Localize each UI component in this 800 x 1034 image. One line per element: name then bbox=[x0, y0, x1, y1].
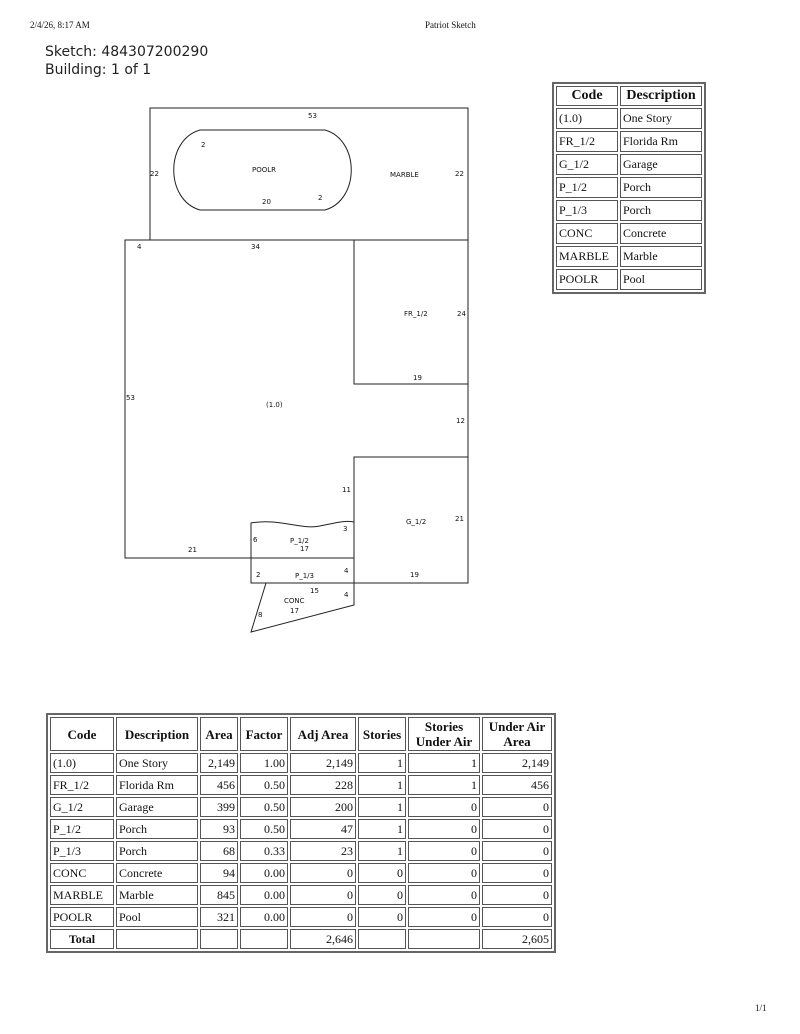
dimension-label: 24 bbox=[457, 310, 466, 318]
cell-empty bbox=[116, 929, 198, 949]
cell-adj-area: 47 bbox=[290, 819, 356, 839]
cell-under-air-area: 2,149 bbox=[482, 753, 552, 773]
cell-stories-under-air: 0 bbox=[408, 819, 480, 839]
pool-label: POOLR bbox=[252, 166, 277, 174]
legend-row bbox=[556, 177, 702, 198]
cell-adj-area: 23 bbox=[290, 841, 356, 861]
dimension-label: 6 bbox=[253, 536, 258, 544]
cell-area: 845 bbox=[200, 885, 238, 905]
dimension-label: 53 bbox=[308, 112, 317, 120]
cell-description: Porch bbox=[116, 841, 198, 861]
cell-factor: 1.00 bbox=[240, 753, 288, 773]
garage-label: G_1/2 bbox=[406, 518, 427, 526]
cell-stories-under-air: 1 bbox=[408, 775, 480, 795]
legend-header-row bbox=[556, 86, 702, 106]
legend-row bbox=[556, 246, 702, 267]
cell-code: CONC bbox=[50, 863, 114, 883]
cell-code: MARBLE bbox=[50, 885, 114, 905]
porch-half-label: P_1/2 bbox=[290, 537, 309, 545]
dimension-label: 12 bbox=[456, 417, 465, 425]
cell-under-air-area: 0 bbox=[482, 841, 552, 861]
cell-under-air-area: 0 bbox=[482, 863, 552, 883]
cell-code: P_1/2 bbox=[50, 819, 114, 839]
porch-third-label: P_1/3 bbox=[295, 572, 314, 580]
concrete-outline bbox=[251, 583, 354, 632]
cell-code: POOLR bbox=[50, 907, 114, 927]
dimension-label: 15 bbox=[310, 587, 319, 595]
page-number: 1/1 bbox=[755, 1003, 767, 1013]
dimension-label: 4 bbox=[344, 591, 349, 599]
summary-total-row bbox=[50, 929, 552, 949]
cell-stories: 1 bbox=[358, 841, 406, 861]
legend-description: Garage bbox=[620, 154, 702, 175]
cell-adj-area: 2,149 bbox=[290, 753, 356, 773]
cell-area: 2,149 bbox=[200, 753, 238, 773]
cell-code: G_1/2 bbox=[50, 797, 114, 817]
cell-stories: 1 bbox=[358, 797, 406, 817]
summary-row bbox=[50, 841, 552, 861]
legend-description: Pool bbox=[620, 269, 702, 290]
cell-empty bbox=[358, 929, 406, 949]
cell-description: Porch bbox=[116, 819, 198, 839]
legend-code: P_1/2 bbox=[556, 177, 618, 198]
cell-factor: 0.00 bbox=[240, 863, 288, 883]
header-adj-area: Adj Area bbox=[290, 717, 356, 751]
legend-code: (1.0) bbox=[556, 108, 618, 129]
dimension-label: 20 bbox=[262, 198, 271, 206]
total-adj-area: 2,646 bbox=[290, 929, 356, 949]
legend-header-code: Code bbox=[556, 86, 618, 106]
cell-stories-under-air: 0 bbox=[408, 885, 480, 905]
cell-adj-area: 0 bbox=[290, 863, 356, 883]
cell-factor: 0.33 bbox=[240, 841, 288, 861]
cell-stories-under-air: 0 bbox=[408, 841, 480, 861]
florida-room-label: FR_1/2 bbox=[404, 310, 428, 318]
cell-description: Concrete bbox=[116, 863, 198, 883]
cell-area: 399 bbox=[200, 797, 238, 817]
dimension-label: 3 bbox=[343, 525, 348, 533]
cell-factor: 0.50 bbox=[240, 819, 288, 839]
cell-empty bbox=[408, 929, 480, 949]
summary-row bbox=[50, 907, 552, 927]
cell-code: P_1/3 bbox=[50, 841, 114, 861]
legend-row bbox=[556, 154, 702, 175]
dimension-label: 4 bbox=[344, 567, 349, 575]
header-description: Description bbox=[116, 717, 198, 751]
cell-stories-under-air: 0 bbox=[408, 797, 480, 817]
dimension-label: 53 bbox=[126, 394, 135, 402]
legend-description: Florida Rm bbox=[620, 131, 702, 152]
dimension-label: 11 bbox=[342, 486, 351, 494]
legend-description: Concrete bbox=[620, 223, 702, 244]
legend-row bbox=[556, 269, 702, 290]
legend-code: POOLR bbox=[556, 269, 618, 290]
cell-factor: 0.50 bbox=[240, 797, 288, 817]
dimension-label: 22 bbox=[150, 170, 159, 178]
one-story-outline bbox=[125, 240, 468, 558]
marble-label: MARBLE bbox=[390, 171, 419, 179]
dimension-label: 8 bbox=[258, 611, 263, 619]
legend-row bbox=[556, 223, 702, 244]
legend-code: CONC bbox=[556, 223, 618, 244]
cell-under-air-area: 0 bbox=[482, 819, 552, 839]
legend-description: Porch bbox=[620, 177, 702, 198]
code-legend-table bbox=[552, 82, 706, 294]
dimension-label: 34 bbox=[251, 243, 260, 251]
dimension-label: 19 bbox=[413, 374, 422, 382]
cell-description: Pool bbox=[116, 907, 198, 927]
cell-factor: 0.50 bbox=[240, 775, 288, 795]
summary-row bbox=[50, 885, 552, 905]
cell-stories: 1 bbox=[358, 775, 406, 795]
cell-description: Florida Rm bbox=[116, 775, 198, 795]
summary-row bbox=[50, 753, 552, 773]
dimension-label: 21 bbox=[188, 546, 197, 554]
legend-description: Marble bbox=[620, 246, 702, 267]
cell-adj-area: 0 bbox=[290, 907, 356, 927]
cell-area: 321 bbox=[200, 907, 238, 927]
total-label: Total bbox=[50, 929, 114, 949]
concrete-label: CONC bbox=[284, 597, 305, 605]
legend-code: MARBLE bbox=[556, 246, 618, 267]
one-story-label: (1.0) bbox=[266, 401, 283, 409]
dimension-label: 4 bbox=[137, 243, 142, 251]
cell-description: Garage bbox=[116, 797, 198, 817]
sketch-number: Sketch: 484307200290 bbox=[45, 44, 209, 60]
cell-under-air-area: 0 bbox=[482, 797, 552, 817]
legend-code: P_1/3 bbox=[556, 200, 618, 221]
header-stories: Stories bbox=[358, 717, 406, 751]
cell-under-air-area: 456 bbox=[482, 775, 552, 795]
legend-description: Porch bbox=[620, 200, 702, 221]
cell-stories: 1 bbox=[358, 753, 406, 773]
cell-adj-area: 228 bbox=[290, 775, 356, 795]
document-title: Patriot Sketch bbox=[425, 20, 476, 30]
legend-row bbox=[556, 108, 702, 129]
cell-description: Marble bbox=[116, 885, 198, 905]
cell-area: 456 bbox=[200, 775, 238, 795]
cell-factor: 0.00 bbox=[240, 885, 288, 905]
cell-stories-under-air: 0 bbox=[408, 907, 480, 927]
cell-code: (1.0) bbox=[50, 753, 114, 773]
legend-row bbox=[556, 200, 702, 221]
legend-header-description: Description bbox=[620, 86, 702, 106]
cell-stories: 0 bbox=[358, 863, 406, 883]
cell-stories-under-air: 0 bbox=[408, 863, 480, 883]
summary-row bbox=[50, 797, 552, 817]
legend-row bbox=[556, 131, 702, 152]
cell-stories-under-air: 1 bbox=[408, 753, 480, 773]
header-factor: Factor bbox=[240, 717, 288, 751]
cell-area: 94 bbox=[200, 863, 238, 883]
dimension-label: 17 bbox=[290, 607, 299, 615]
legend-code: FR_1/2 bbox=[556, 131, 618, 152]
cell-under-air-area: 0 bbox=[482, 907, 552, 927]
area-summary-table bbox=[46, 713, 556, 953]
dimension-label: 2 bbox=[256, 571, 261, 579]
building-number: Building: 1 of 1 bbox=[45, 62, 152, 78]
dimension-label: 2 bbox=[201, 141, 206, 149]
cell-area: 68 bbox=[200, 841, 238, 861]
header-under-air-area: Under Air Area bbox=[482, 717, 552, 751]
summary-header-row bbox=[50, 717, 552, 751]
summary-row bbox=[50, 819, 552, 839]
dimension-label: 2 bbox=[318, 194, 323, 202]
cell-stories: 0 bbox=[358, 885, 406, 905]
header-stories-under-air: Stories Under Air bbox=[408, 717, 480, 751]
dimension-label: 17 bbox=[300, 545, 309, 553]
marble-area-outline bbox=[150, 108, 468, 240]
legend-description: One Story bbox=[620, 108, 702, 129]
cell-code: FR_1/2 bbox=[50, 775, 114, 795]
total-under-air-area: 2,605 bbox=[482, 929, 552, 949]
cell-empty bbox=[240, 929, 288, 949]
cell-under-air-area: 0 bbox=[482, 885, 552, 905]
dimension-label: 19 bbox=[410, 571, 419, 579]
cell-empty bbox=[200, 929, 238, 949]
legend-code: G_1/2 bbox=[556, 154, 618, 175]
cell-adj-area: 200 bbox=[290, 797, 356, 817]
cell-description: One Story bbox=[116, 753, 198, 773]
dimension-label: 22 bbox=[455, 170, 464, 178]
header-area: Area bbox=[200, 717, 238, 751]
cell-adj-area: 0 bbox=[290, 885, 356, 905]
cell-stories: 1 bbox=[358, 819, 406, 839]
header-code: Code bbox=[50, 717, 114, 751]
summary-row bbox=[50, 863, 552, 883]
cell-area: 93 bbox=[200, 819, 238, 839]
cell-stories: 0 bbox=[358, 907, 406, 927]
dimension-label: 21 bbox=[455, 515, 464, 523]
summary-row bbox=[50, 775, 552, 795]
cell-factor: 0.00 bbox=[240, 907, 288, 927]
print-date: 2/4/26, 8:17 AM bbox=[30, 20, 90, 30]
